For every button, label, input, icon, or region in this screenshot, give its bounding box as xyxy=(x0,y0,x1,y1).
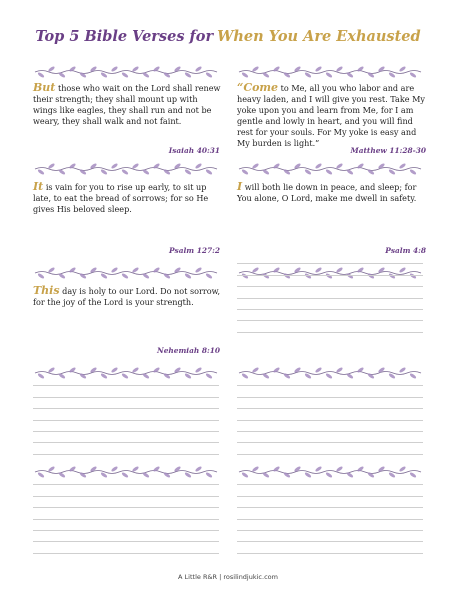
vine-leaf xyxy=(48,163,56,170)
vine-leaf xyxy=(195,66,203,73)
verse-block-5 xyxy=(33,285,223,308)
vine-leaf xyxy=(205,273,213,280)
vine-leaf xyxy=(315,66,323,73)
vine-leaf xyxy=(163,72,171,79)
verse-reference: Psalm 127:2 xyxy=(168,246,220,255)
vine-leaf xyxy=(399,66,407,73)
vine-leaf xyxy=(111,466,119,473)
vine-leaf xyxy=(132,163,140,170)
verse-reference: Matthew 11:28-30 xyxy=(350,146,426,155)
vine-leaf xyxy=(241,72,249,79)
verse-text: will both lie down in peace, and sleep; for You alone, O Lord, make me dwell in safety. xyxy=(237,182,417,203)
writing-lines xyxy=(237,474,423,554)
vine-leaf xyxy=(315,466,323,473)
verse-text: day is holy to our Lord. Do not sorrow, for the joy of the Lord is your strength. xyxy=(33,286,221,307)
vine-leaf xyxy=(336,163,344,170)
vine-leaf xyxy=(336,66,344,73)
vine-leaf xyxy=(283,169,291,176)
vine-leaf xyxy=(111,163,119,170)
vine-leaf xyxy=(48,466,56,473)
vine-leaf xyxy=(399,367,407,374)
vine-leaf xyxy=(163,273,171,280)
vine-leaf xyxy=(205,169,213,176)
vine-leaf xyxy=(252,163,260,170)
vine-leaf xyxy=(79,72,87,79)
vine-leaf xyxy=(367,169,375,176)
vine-leaf xyxy=(163,169,171,176)
vine-leaf xyxy=(121,72,129,79)
vine-leaf xyxy=(132,267,140,274)
verse-lead: But xyxy=(33,81,56,94)
vine-leaf xyxy=(241,169,249,176)
verse-block-3 xyxy=(33,181,223,215)
vine-divider xyxy=(33,65,219,79)
vine-divider xyxy=(237,65,423,79)
vine-leaf xyxy=(283,72,291,79)
vine-leaf xyxy=(315,367,323,374)
verse-lead: It xyxy=(33,180,44,193)
verse-lead: This xyxy=(33,284,60,297)
vine-leaf xyxy=(252,367,260,374)
vine-leaf xyxy=(111,367,119,374)
vine-leaf xyxy=(399,466,407,473)
vine-leaf xyxy=(111,66,119,73)
verse-block-2 xyxy=(237,82,427,149)
vine-leaf xyxy=(399,163,407,170)
writing-lines xyxy=(33,375,219,455)
writing-lines xyxy=(33,474,219,554)
vine-leaf xyxy=(132,466,140,473)
verse-reference: Psalm 4:8 xyxy=(385,246,426,255)
vine-divider xyxy=(237,162,423,176)
vine-leaf xyxy=(409,72,417,79)
verse-lead: “Come xyxy=(237,81,279,94)
vine-leaf xyxy=(79,273,87,280)
footer-credit: A Little R&R | rosilindjukic.com xyxy=(178,573,278,581)
vine-leaf xyxy=(48,367,56,374)
vine-divider xyxy=(33,162,219,176)
vine-leaf xyxy=(205,72,213,79)
writing-lines xyxy=(237,253,423,333)
vine-leaf xyxy=(315,163,323,170)
vine-leaf xyxy=(195,466,203,473)
vine-leaf xyxy=(195,163,203,170)
vine-leaf xyxy=(37,273,45,280)
vine-leaf xyxy=(132,66,140,73)
vine-leaf xyxy=(409,169,417,176)
vine-leaf xyxy=(195,267,203,274)
verse-reference: Isaiah 40:31 xyxy=(168,146,220,155)
vine-leaf xyxy=(37,169,45,176)
vine-leaf xyxy=(336,367,344,374)
vine-leaf xyxy=(111,267,119,274)
page-title xyxy=(0,28,456,45)
verse-reference: Nehemiah 8:10 xyxy=(156,346,220,355)
writing-lines xyxy=(237,375,423,455)
vine-leaf xyxy=(252,466,260,473)
verse-lead: I xyxy=(237,180,243,193)
vine-leaf xyxy=(325,169,333,176)
vine-leaf xyxy=(132,367,140,374)
vine-leaf xyxy=(325,72,333,79)
title-part-2: When You Are Exhausted xyxy=(217,28,421,45)
verse-text: to Me, all you who labor and are heavy laden, and I will give you rest. Take My yoke upon you and learn from Me, for I am gentle and lowly in heart, and you will find rest for your souls. For My yoke is easy and My burden is light.” xyxy=(237,83,425,148)
vine-leaf xyxy=(79,169,87,176)
vine-leaf xyxy=(121,169,129,176)
vine-leaf xyxy=(336,466,344,473)
vine-leaf xyxy=(37,72,45,79)
verse-text: is vain for you to rise up early, to sit up late, to eat the bread of sorrows; for so He gives His beloved sleep. xyxy=(33,182,209,214)
vine-leaf xyxy=(367,72,375,79)
vine-leaf xyxy=(121,273,129,280)
vine-leaf xyxy=(48,66,56,73)
title-part-1: Top 5 Bible Verses for xyxy=(35,28,214,45)
vine-leaf xyxy=(252,66,260,73)
verse-block-4 xyxy=(237,181,427,204)
verse-block-1 xyxy=(33,82,223,127)
vine-leaf xyxy=(48,267,56,274)
vine-divider xyxy=(33,266,219,280)
vine-leaf xyxy=(195,367,203,374)
verse-text: those who wait on the Lord shall renew their strength; they shall mount up with wings like eagles, they shall run and not be weary, they shall walk and not faint. xyxy=(33,83,221,126)
